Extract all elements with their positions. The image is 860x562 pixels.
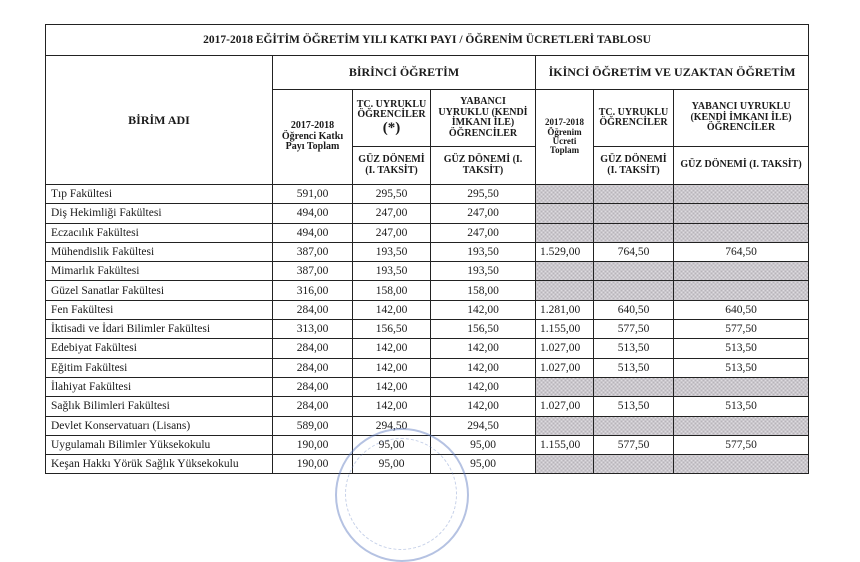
unit-name: Mimarlık Fakültesi bbox=[46, 262, 273, 281]
shaded-cell bbox=[594, 416, 674, 435]
table-row bbox=[46, 262, 809, 281]
fee-cell: 1.027,00 bbox=[536, 358, 594, 377]
table-row bbox=[46, 281, 809, 300]
fee-cell: 513,50 bbox=[674, 397, 809, 416]
fee-cell: 284,00 bbox=[273, 358, 353, 377]
shaded-cell bbox=[594, 223, 674, 242]
fee-cell: 142,00 bbox=[431, 300, 536, 319]
header-b-tc bbox=[353, 90, 431, 147]
table-row bbox=[46, 377, 809, 396]
fee-cell: 513,50 bbox=[674, 339, 809, 358]
fee-table bbox=[45, 24, 809, 474]
fee-cell: 577,50 bbox=[594, 320, 674, 339]
fee-cell: 190,00 bbox=[273, 455, 353, 474]
fee-cell: 295,50 bbox=[431, 185, 536, 204]
fee-cell: 190,00 bbox=[273, 435, 353, 454]
fee-cell: 284,00 bbox=[273, 300, 353, 319]
table-row bbox=[46, 185, 809, 204]
fee-cell: 294,50 bbox=[353, 416, 431, 435]
shaded-cell bbox=[594, 204, 674, 223]
fee-cell: 316,00 bbox=[273, 281, 353, 300]
fee-cell: 513,50 bbox=[594, 397, 674, 416]
fee-cell: 589,00 bbox=[273, 416, 353, 435]
fee-cell: 1.529,00 bbox=[536, 242, 594, 261]
table-row bbox=[46, 204, 809, 223]
table-row bbox=[46, 339, 809, 358]
table-row bbox=[46, 358, 809, 377]
table-row bbox=[46, 320, 809, 339]
header-i-toplam: 2017-2018 Öğrenim Ücreti Toplam bbox=[536, 90, 594, 185]
unit-name: Edebiyat Fakültesi bbox=[46, 339, 273, 358]
fee-cell: 142,00 bbox=[431, 358, 536, 377]
unit-name: Fen Fakültesi bbox=[46, 300, 273, 319]
fee-cell: 193,50 bbox=[431, 262, 536, 281]
header-b-yabanci-guz: GÜZ DÖNEMİ (I. TAKSİT) bbox=[431, 147, 536, 185]
unit-name: Uygulamalı Bilimler Yüksekokulu bbox=[46, 435, 273, 454]
shaded-cell bbox=[674, 377, 809, 396]
unit-name: Güzel Sanatlar Fakültesi bbox=[46, 281, 273, 300]
fee-cell: 95,00 bbox=[353, 435, 431, 454]
shaded-cell bbox=[674, 223, 809, 242]
fee-cell: 247,00 bbox=[431, 204, 536, 223]
fee-cell: 387,00 bbox=[273, 262, 353, 281]
fee-cell: 193,50 bbox=[431, 242, 536, 261]
header-birim-adi: BİRİM ADI bbox=[46, 56, 273, 185]
fee-cell: 577,50 bbox=[594, 435, 674, 454]
table-title: 2017-2018 EĞİTİM ÖĞRETİM YILI KATKI PAYI / ÖĞRENİM ÜCRETLERİ TABLOSU bbox=[46, 25, 809, 56]
unit-name: İktisadi ve İdari Bilimler Fakültesi bbox=[46, 320, 273, 339]
fee-cell: 294,50 bbox=[431, 416, 536, 435]
fee-cell: 142,00 bbox=[431, 377, 536, 396]
shaded-cell bbox=[536, 455, 594, 474]
table-body bbox=[46, 185, 809, 474]
fee-cell: 156,50 bbox=[431, 320, 536, 339]
shaded-cell bbox=[536, 377, 594, 396]
fee-cell: 284,00 bbox=[273, 377, 353, 396]
fee-cell: 284,00 bbox=[273, 397, 353, 416]
fee-cell: 1.155,00 bbox=[536, 435, 594, 454]
table-row bbox=[46, 397, 809, 416]
header-b-tc-note: (*) bbox=[382, 119, 401, 136]
fee-cell: 764,50 bbox=[594, 242, 674, 261]
fee-cell: 284,00 bbox=[273, 339, 353, 358]
fee-cell: 1.027,00 bbox=[536, 339, 594, 358]
table-row bbox=[46, 416, 809, 435]
fee-cell: 494,00 bbox=[273, 223, 353, 242]
table-row bbox=[46, 455, 809, 474]
header-i-tc: TC. UYRUKLU ÖĞRENCİLER bbox=[594, 90, 674, 147]
fee-cell: 142,00 bbox=[353, 377, 431, 396]
header-b-toplam: 2017-2018 Öğrenci Katkı Payı Toplam bbox=[273, 90, 353, 185]
unit-name: Eğitim Fakültesi bbox=[46, 358, 273, 377]
shaded-cell bbox=[536, 204, 594, 223]
fee-cell: 1.027,00 bbox=[536, 397, 594, 416]
header-b-yabanci: YABANCI UYRUKLU (KENDİ İMKANI İLE) ÖĞRENCİLER bbox=[431, 90, 536, 147]
unit-name: Devlet Konservatuarı (Lisans) bbox=[46, 416, 273, 435]
unit-name: Mühendislik Fakültesi bbox=[46, 242, 273, 261]
header-i-yabanci-guz: GÜZ DÖNEMİ (I. TAKSİT) bbox=[674, 147, 809, 185]
table-row bbox=[46, 242, 809, 261]
shaded-cell bbox=[594, 262, 674, 281]
header-ikinci-ogretim: İKİNCİ ÖĞRETİM VE UZAKTAN ÖĞRETİM bbox=[536, 56, 809, 90]
unit-name: Tıp Fakültesi bbox=[46, 185, 273, 204]
shaded-cell bbox=[674, 281, 809, 300]
header-i-yabanci: YABANCI UYRUKLU (KENDİ İMKANI İLE) ÖĞRENCİLER bbox=[674, 90, 809, 147]
fee-cell: 156,50 bbox=[353, 320, 431, 339]
fee-cell: 577,50 bbox=[674, 320, 809, 339]
header-i-tc-guz: GÜZ DÖNEMİ (I. TAKSİT) bbox=[594, 147, 674, 185]
fee-cell: 142,00 bbox=[353, 397, 431, 416]
unit-name: Eczacılık Fakültesi bbox=[46, 223, 273, 242]
shaded-cell bbox=[536, 185, 594, 204]
fee-cell: 193,50 bbox=[353, 262, 431, 281]
fee-cell: 142,00 bbox=[431, 397, 536, 416]
unit-name: Keşan Hakkı Yörük Sağlık Yüksekokulu bbox=[46, 455, 273, 474]
shaded-cell bbox=[594, 455, 674, 474]
unit-name: Diş Hekimliği Fakültesi bbox=[46, 204, 273, 223]
shaded-cell bbox=[536, 262, 594, 281]
fee-cell: 1.281,00 bbox=[536, 300, 594, 319]
fee-cell: 764,50 bbox=[674, 242, 809, 261]
fee-cell: 494,00 bbox=[273, 204, 353, 223]
fee-cell: 513,50 bbox=[594, 339, 674, 358]
shaded-cell bbox=[594, 281, 674, 300]
fee-cell: 193,50 bbox=[353, 242, 431, 261]
shaded-cell bbox=[594, 377, 674, 396]
shaded-cell bbox=[536, 223, 594, 242]
fee-cell: 1.155,00 bbox=[536, 320, 594, 339]
unit-name: Sağlık Bilimleri Fakültesi bbox=[46, 397, 273, 416]
fee-cell: 95,00 bbox=[353, 455, 431, 474]
fee-cell: 591,00 bbox=[273, 185, 353, 204]
header-b-tc-label: TC. UYRUKLU ÖĞRENCİLER bbox=[356, 98, 427, 121]
fee-cell: 142,00 bbox=[431, 339, 536, 358]
fee-cell: 640,50 bbox=[594, 300, 674, 319]
fee-cell: 577,50 bbox=[674, 435, 809, 454]
fee-cell: 247,00 bbox=[431, 223, 536, 242]
table-row bbox=[46, 223, 809, 242]
shaded-cell bbox=[674, 416, 809, 435]
shaded-cell bbox=[536, 281, 594, 300]
table-row bbox=[46, 300, 809, 319]
fee-cell: 513,50 bbox=[674, 358, 809, 377]
fee-cell: 513,50 bbox=[594, 358, 674, 377]
fee-cell: 158,00 bbox=[431, 281, 536, 300]
shaded-cell bbox=[536, 416, 594, 435]
fee-cell: 142,00 bbox=[353, 339, 431, 358]
fee-cell: 158,00 bbox=[353, 281, 431, 300]
shaded-cell bbox=[674, 204, 809, 223]
header-b-tc-guz: GÜZ DÖNEMİ (I. TAKSİT) bbox=[353, 147, 431, 185]
fee-cell: 247,00 bbox=[353, 204, 431, 223]
fee-cell: 640,50 bbox=[674, 300, 809, 319]
shaded-cell bbox=[674, 185, 809, 204]
fee-cell: 142,00 bbox=[353, 358, 431, 377]
fee-cell: 313,00 bbox=[273, 320, 353, 339]
fee-cell: 295,50 bbox=[353, 185, 431, 204]
shaded-cell bbox=[674, 262, 809, 281]
fee-cell: 95,00 bbox=[431, 455, 536, 474]
shaded-cell bbox=[594, 185, 674, 204]
fee-cell: 142,00 bbox=[353, 300, 431, 319]
shaded-cell bbox=[674, 455, 809, 474]
fee-cell: 95,00 bbox=[431, 435, 536, 454]
unit-name: İlahiyat Fakültesi bbox=[46, 377, 273, 396]
table-row bbox=[46, 435, 809, 454]
fee-cell: 247,00 bbox=[353, 223, 431, 242]
header-birinci-ogretim: BİRİNCİ ÖĞRETİM bbox=[273, 56, 536, 90]
fee-cell: 387,00 bbox=[273, 242, 353, 261]
